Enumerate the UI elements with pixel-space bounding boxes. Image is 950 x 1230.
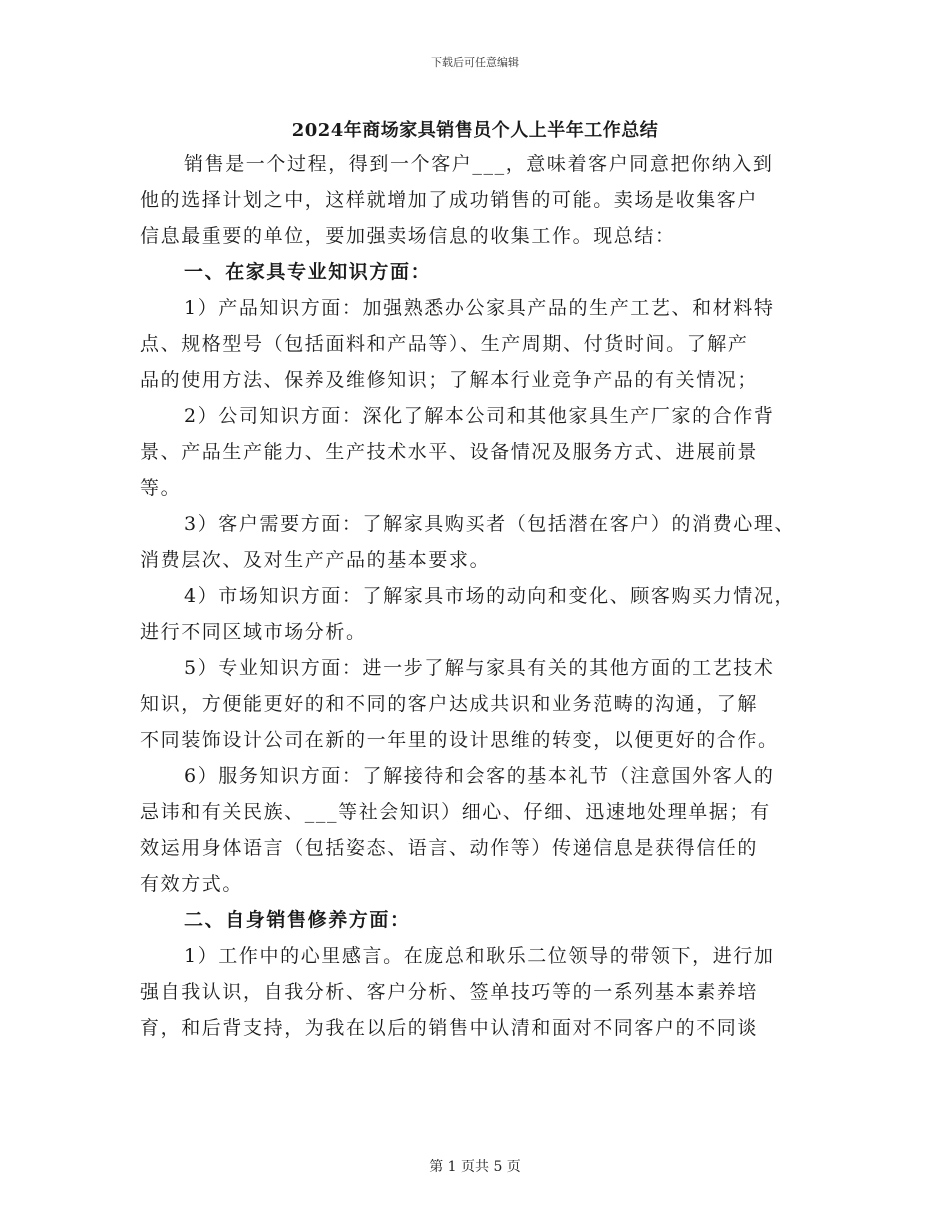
paragraph-line: 等。 bbox=[140, 477, 182, 499]
paragraph-line: 景、产品生产能力、生产技术水平、设备情况及服务方式、进展前景 bbox=[140, 441, 759, 463]
section-heading: 二、自身销售修养方面： bbox=[184, 909, 411, 931]
paragraph-line: 1）工作中的心里感言。在庞总和耿乐二位领导的带领下，进行加 bbox=[184, 945, 775, 967]
paragraph-line: 有效方式。 bbox=[140, 873, 244, 895]
paragraph-line: 1）产品知识方面：加强熟悉办公家具产品的生产工艺、和材料特 bbox=[184, 297, 775, 319]
paragraph-line: 效运用身体语言（包括姿态、语言、动作等）传递信息是获得信任的 bbox=[140, 837, 759, 859]
paragraph-line: 销售是一个过程，得到一个客户___，意味着客户同意把你纳入到 bbox=[184, 153, 774, 175]
paragraph-line: 他的选择计划之中，这样就增加了成功销售的可能。卖场是收集客户 bbox=[140, 189, 759, 211]
section-heading: 一、在家具专业知识方面： bbox=[184, 261, 432, 283]
paragraph-line: 2）公司知识方面：深化了解本公司和其他家具生产厂家的合作背 bbox=[184, 405, 775, 427]
paragraph-line: 强自我认识，自我分析、客户分析、签单技巧等的一系列基本素养培 bbox=[140, 981, 759, 1003]
paragraph-line: 消费层次、及对生产产品的基本要求。 bbox=[140, 549, 491, 571]
document-body bbox=[140, 146, 820, 1046]
paragraph-line: 6）服务知识方面：了解接待和会客的基本礼节（注意国外客人的 bbox=[184, 765, 775, 787]
paragraph-line: 育，和后背支持，为我在以后的销售中认清和面对不同客户的不同谈 bbox=[140, 1017, 759, 1039]
paragraph-line: 进行不同区域市场分析。 bbox=[140, 621, 367, 643]
header-note: 下载后可任意编辑 bbox=[431, 56, 519, 69]
paragraph-line: 4）市场知识方面：了解家具市场的动向和变化、顾客购买力情况， bbox=[184, 585, 796, 607]
document-title: 2024年商场家具销售员个人上半年工作总结 bbox=[291, 120, 659, 141]
paragraph-line: 不同装饰设计公司在新的一年里的设计思维的转变，以便更好的合作。 bbox=[140, 729, 779, 751]
paragraph-line: 品的使用方法、保养及维修知识；了解本行业竞争产品的有关情况； bbox=[140, 369, 759, 391]
paragraph-line: 信息最重要的单位，要加强卖场信息的收集工作。现总结： bbox=[140, 225, 676, 247]
paragraph-line: 知识，方便能更好的和不同的客户达成共识和业务范畴的沟通，了解 bbox=[140, 693, 759, 715]
paragraph-line: 5）专业知识方面：进一步了解与家具有关的其他方面的工艺技术 bbox=[184, 657, 775, 679]
paragraph-line: 忌讳和有关民族、___等社会知识）细心、仔细、迅速地处理单据；有 bbox=[140, 801, 771, 823]
paragraph-line: 3）客户需要方面：了解家具购买者（包括潜在客户）的消费心理、 bbox=[184, 513, 796, 535]
paragraph-line: 点、规格型号（包括面料和产品等）、生产周期、付货时间。了解产 bbox=[140, 333, 749, 355]
page-number: 第 1 页共 5 页 bbox=[429, 1159, 521, 1175]
